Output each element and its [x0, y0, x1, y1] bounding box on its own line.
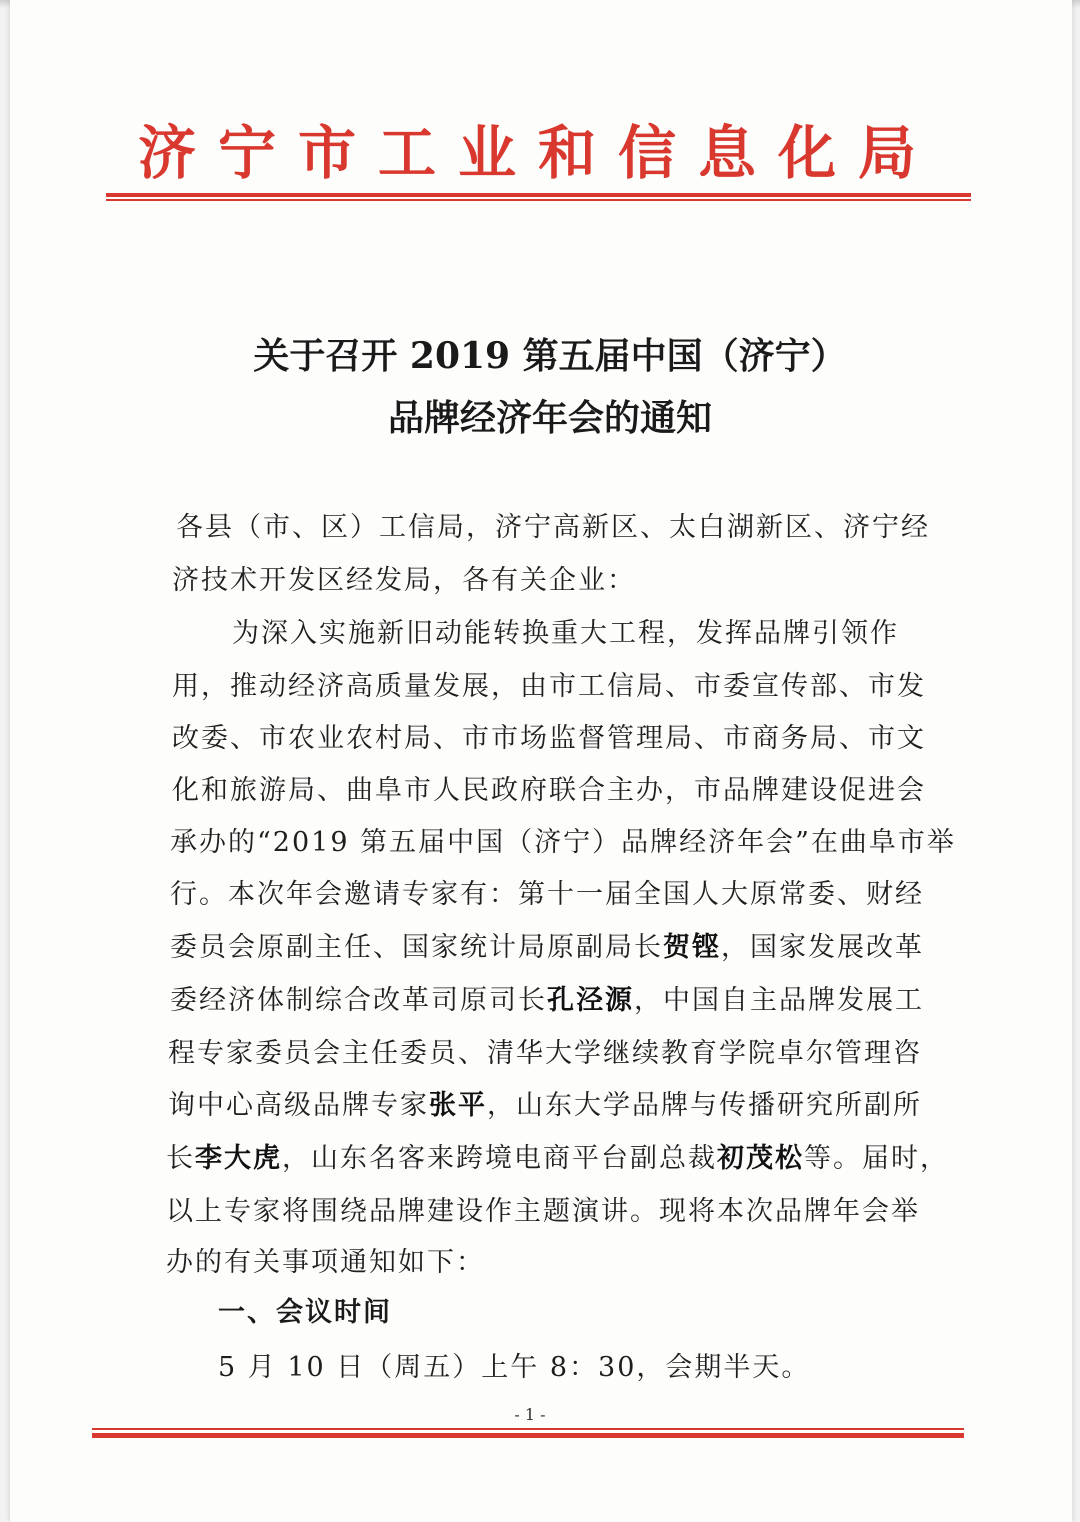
expert-name: 初茂松: [717, 1143, 804, 1174]
paragraph-line: 程专家委员会主任委员、清华大学继续教育学院卓尔管理咨: [168, 1038, 922, 1069]
meeting-time-text: 5 月 10 日（周五）上午 8：30，会期半天。: [218, 1352, 811, 1383]
document-page: [10, 0, 1072, 1522]
expert-name: 孔泾源: [547, 985, 634, 1016]
paragraph-text: ，山东名客来跨境电商平台副总裁: [282, 1143, 717, 1174]
document-title-line1: 关于召开 2019 第五届中国（济宁）: [253, 335, 847, 377]
document-title-line2: 品牌经济年会的通知: [387, 397, 712, 439]
addressee-line1: 各县（市、区）工信局，济宁高新区、太白湖新区、济宁经: [176, 512, 930, 543]
letterhead-rule-thin: [106, 199, 971, 201]
footer-rule-thick: [92, 1433, 964, 1438]
letterhead-rule-thick: [106, 193, 971, 197]
paragraph-line: 办的有关事项通知如下：: [166, 1247, 485, 1278]
paragraph-text: 等。届时，: [804, 1143, 949, 1174]
paragraph-text: 委经济体制综合改革司原司长: [170, 985, 547, 1016]
expert-name: 李大虎: [195, 1143, 282, 1174]
expert-name: 张平: [429, 1090, 487, 1121]
paragraph-text: ，国家发展改革: [721, 932, 924, 963]
paragraph-line: 改委、市农业农村局、市市场监督管理局、市商务局、市文: [172, 723, 926, 754]
expert-name: 贺铿: [663, 932, 721, 963]
paragraph-line: [170, 925, 922, 964]
paragraph-line: 化和旅游局、曲阜市人民政府联合主办，市品牌建设促进会: [172, 775, 926, 806]
paragraph-line: [170, 978, 922, 1017]
paragraph-line: 为深入实施新旧动能转换重大工程，发挥品牌引领作: [232, 618, 899, 649]
paragraph-text: 长: [166, 1143, 195, 1174]
paragraph-line: 以上专家将围绕品牌建设作主题演讲。现将本次品牌年会举: [166, 1196, 920, 1227]
paragraph-line: [168, 1083, 920, 1122]
footer-rule-thin: [92, 1428, 964, 1430]
paragraph-text: ，山东大学品牌与传播研究所副所: [487, 1090, 922, 1121]
paragraph-text: ，中国自主品牌发展工: [634, 985, 924, 1016]
paragraph-text: 委员会原副主任、国家统计局原副局长: [170, 932, 663, 963]
section-heading-meeting-time: 一、会议时间: [218, 1297, 392, 1328]
paragraph-line: [166, 1136, 949, 1175]
page-number: - 1 -: [514, 1405, 546, 1424]
paragraph-line: 承办的“2019 第五届中国（济宁）品牌经济年会”在曲阜市举: [170, 827, 956, 858]
letterhead-org-name: 济宁市工业和信息化局: [138, 119, 939, 187]
addressee-line2: 济技术开发区经发局，各有关企业：: [172, 565, 636, 596]
paragraph-line: 用，推动经济高质量发展，由市工信局、市委宣传部、市发: [172, 671, 926, 702]
paragraph-line: 行。本次年会邀请专家有：第十一届全国人大原常委、财经: [170, 879, 924, 910]
paragraph-text: 询中心高级品牌专家: [168, 1090, 429, 1121]
